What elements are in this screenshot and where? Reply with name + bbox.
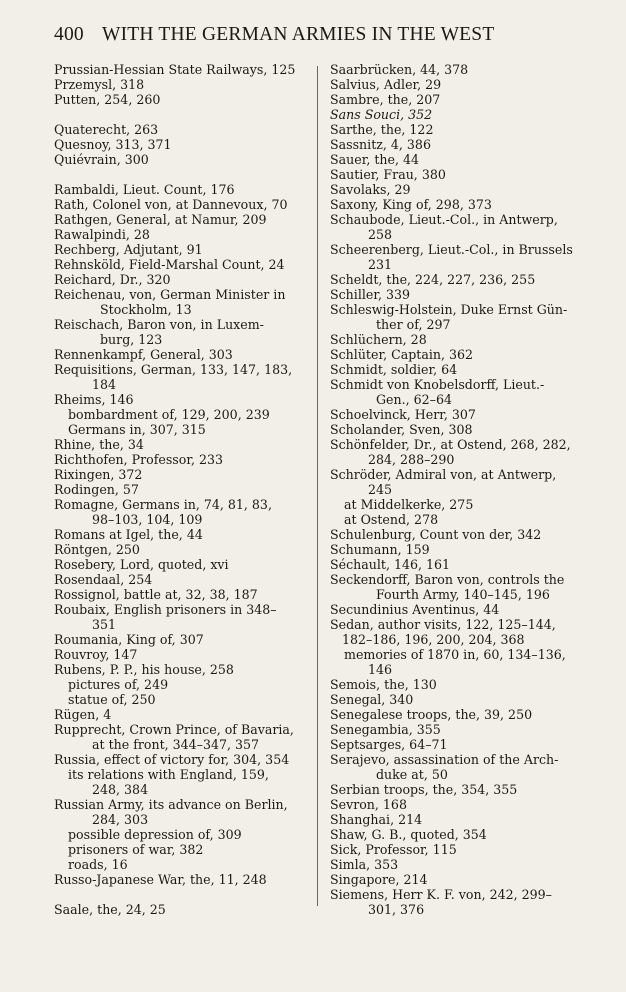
index-entry-continuation: 284, 288–290	[368, 452, 455, 467]
index-entry: Rheims, 146	[54, 392, 134, 407]
index-entry: Richthofen, Professor, 233	[54, 452, 224, 467]
index-entry: Senegalese troops, the, 39, 250	[330, 707, 533, 722]
index-subentry: bombardment of, 129, 200, 239	[68, 407, 270, 422]
index-entry-continuation: burg, 123	[100, 332, 163, 347]
index-entry: Quiévrain, 300	[54, 152, 149, 167]
letter-gap	[54, 107, 310, 122]
index-entry: Rathgen, General, at Namur, 209	[54, 212, 267, 227]
index-entry: Rubens, P. P., his house, 258	[54, 662, 234, 677]
index-entry: Schmidt von Knobelsdorff, Lieut.-	[330, 377, 545, 392]
index-entry: Rügen, 4	[54, 707, 112, 722]
index-entry: Rehnsköld, Field-Marshal Count, 24	[54, 257, 285, 272]
index-entry: Singapore, 214	[330, 872, 428, 887]
index-entry-continuation: Fourth Army, 140–145, 196	[376, 587, 550, 602]
index-column-right	[330, 62, 582, 917]
index-entry: Schleswig-Holstein, Duke Ernst Gün-	[330, 302, 568, 317]
index-entry: Schumann, 159	[330, 542, 430, 557]
index-entry-continuation: at the front, 344–347, 357	[92, 737, 260, 752]
index-entry: Sassnitz, 4, 386	[330, 137, 431, 152]
index-entry: Putten, 254, 260	[54, 92, 161, 107]
index-subentry: memories of 1870 in, 60, 134–136,	[344, 647, 566, 662]
index-entry: Romagne, Germans in, 74, 81, 83,	[54, 497, 272, 512]
index-entry: Sarthe, the, 122	[330, 122, 434, 137]
index-entry: Saxony, King of, 298, 373	[330, 197, 492, 212]
index-entry-continuation: 248, 384	[92, 782, 149, 797]
index-entry: Scheldt, the, 224, 227, 236, 255	[330, 272, 536, 287]
index-entry: Schönfelder, Dr., at Ostend, 268, 282,	[330, 437, 571, 452]
index-subentry: possible depression of, 309	[68, 827, 242, 842]
index-entry: Sautier, Frau, 380	[330, 167, 446, 182]
index-entry: Rosebery, Lord, quoted, xvi	[54, 557, 229, 572]
index-entry: Schmidt, soldier, 64	[330, 362, 458, 377]
index-entry-continuation: ther of, 297	[376, 317, 451, 332]
index-entry: Senegal, 340	[330, 692, 414, 707]
index-column-left	[54, 62, 310, 917]
index-entry: Serbian troops, the, 354, 355	[330, 782, 518, 797]
index-entry-continuation: Stockholm, 13	[100, 302, 192, 317]
index-entry: Reichard, Dr., 320	[54, 272, 171, 287]
index-entry-continuation: 245	[368, 482, 393, 497]
index-entry: Russian Army, its advance on Berlin,	[54, 797, 288, 812]
index-entry: Shaw, G. B., quoted, 354	[330, 827, 487, 842]
index-entry: Rechberg, Adjutant, 91	[54, 242, 203, 257]
index-entry-continuation: 351	[92, 617, 117, 632]
page-number: 400	[54, 24, 84, 45]
index-entry: Röntgen, 250	[54, 542, 140, 557]
index-entry-continuation: 182–186, 196, 200, 204, 368	[342, 632, 525, 647]
index-entry: Rambaldi, Lieut. Count, 176	[54, 182, 235, 197]
index-entry: Przemysl, 318	[54, 77, 145, 92]
index-entry: Serajevo, assassination of the Arch-	[330, 752, 559, 767]
index-subentry: roads, 16	[68, 857, 128, 872]
index-entry: Séchault, 146, 161	[330, 557, 451, 572]
index-entry: Schoelvinck, Herr, 307	[330, 407, 476, 422]
index-entry: Sick, Professor, 115	[330, 842, 457, 857]
index-entry-continuation: 146	[368, 662, 393, 677]
index-entry-continuation: 184	[92, 377, 117, 392]
index-entry: Russia, effect of victory for, 304, 354	[54, 752, 290, 767]
index-entry: Rennenkampf, General, 303	[54, 347, 233, 362]
letter-gap	[54, 887, 310, 902]
index-entry: Quaterecht, 263	[54, 122, 159, 137]
index-entry: Rupprecht, Crown Prince, of Bavaria,	[54, 722, 294, 737]
index-entry: Rixingen, 372	[54, 467, 143, 482]
index-entry-continuation: 284, 303	[92, 812, 149, 827]
index-entry: Scholander, Sven, 308	[330, 422, 473, 437]
index-entry-continuation: 98–103, 104, 109	[92, 512, 203, 527]
index-entry: Sedan, author visits, 122, 125–144,	[330, 617, 556, 632]
index-entry: Salvius, Adler, 29	[330, 77, 442, 92]
index-entry: Simla, 353	[330, 857, 399, 872]
index-entry: Quesnoy, 313, 371	[54, 137, 172, 152]
index-entry: Schlüchern, 28	[330, 332, 427, 347]
index-entry: Schulenburg, Count von der, 342	[330, 527, 542, 542]
index-entry: Siemens, Herr K. F. von, 242, 299–	[330, 887, 552, 902]
index-entry: Rawalpindi, 28	[54, 227, 150, 242]
index-entry: Reichenau, von, German Minister in	[54, 287, 286, 302]
index-entry-continuation: Gen., 62–64	[376, 392, 452, 407]
index-subentry: statue of, 250	[68, 692, 156, 707]
index-entry: Schaubode, Lieut.-Col., in Antwerp,	[330, 212, 558, 227]
index-subentry: Germans in, 307, 315	[68, 422, 206, 437]
index-entry: Secundinius Aventinus, 44	[330, 602, 500, 617]
index-entry: Reischach, Baron von, in Luxem-	[54, 317, 264, 332]
index-subentry: prisoners of war, 382	[68, 842, 204, 857]
index-entry: Schröder, Admiral von, at Antwerp,	[330, 467, 557, 482]
index-entry: Rhine, the, 34	[54, 437, 144, 452]
index-subentry: at Middelkerke, 275	[344, 497, 474, 512]
index-entry: Romans at Igel, the, 44	[54, 527, 203, 542]
index-entry-continuation: 258	[368, 227, 393, 242]
index-entry: Russo-Japanese War, the, 11, 248	[54, 872, 267, 887]
index-entry: Scheerenberg, Lieut.-Col., in Brussels	[330, 242, 573, 257]
index-subentry: its relations with England, 159,	[68, 767, 269, 782]
index-entry-continuation: 301, 376	[368, 902, 425, 917]
index-entry: Rodingen, 57	[54, 482, 139, 497]
index-entry: Sevron, 168	[330, 797, 407, 812]
index-entry: Rouvroy, 147	[54, 647, 138, 662]
index-entry: Saarbrücken, 44, 378	[330, 62, 469, 77]
index-entry: Seckendorff, Baron von, controls the	[330, 572, 565, 587]
index-entry: Rath, Colonel von, at Dannevoux, 70	[54, 197, 288, 212]
index-entry: Rossignol, battle at, 32, 38, 187	[54, 587, 258, 602]
index-entry: Prussian-Hessian State Railways, 125	[54, 62, 296, 77]
index-entry: Senegambia, 355	[330, 722, 441, 737]
running-title: WITH THE GERMAN ARMIES IN THE WEST	[102, 24, 495, 45]
column-divider	[317, 66, 318, 906]
index-entry: Septsarges, 64–71	[330, 737, 448, 752]
index-entry: Sans Souci, 352	[330, 107, 433, 122]
index-entry: Sauer, the, 44	[330, 152, 419, 167]
index-entry-continuation: duke at, 50	[376, 767, 448, 782]
index-entry: Schiller, 339	[330, 287, 411, 302]
index-entry: Savolaks, 29	[330, 182, 411, 197]
letter-gap	[54, 167, 310, 182]
index-entry: Shanghai, 214	[330, 812, 423, 827]
index-entry: Roubaix, English prisoners in 348–	[54, 602, 277, 617]
index-entry-continuation: 231	[368, 257, 393, 272]
index-subentry: pictures of, 249	[68, 677, 169, 692]
index-entry: Sambre, the, 207	[330, 92, 441, 107]
index-entry: Requisitions, German, 133, 147, 183,	[54, 362, 293, 377]
index-entry: Semois, the, 130	[330, 677, 437, 692]
index-entry: Saale, the, 24, 25	[54, 902, 166, 917]
index-entry: Roumania, King of, 307	[54, 632, 204, 647]
index-subentry: at Ostend, 278	[344, 512, 439, 527]
index-entry: Rosendaal, 254	[54, 572, 153, 587]
page-header	[54, 24, 574, 52]
index-entry: Schlüter, Captain, 362	[330, 347, 474, 362]
